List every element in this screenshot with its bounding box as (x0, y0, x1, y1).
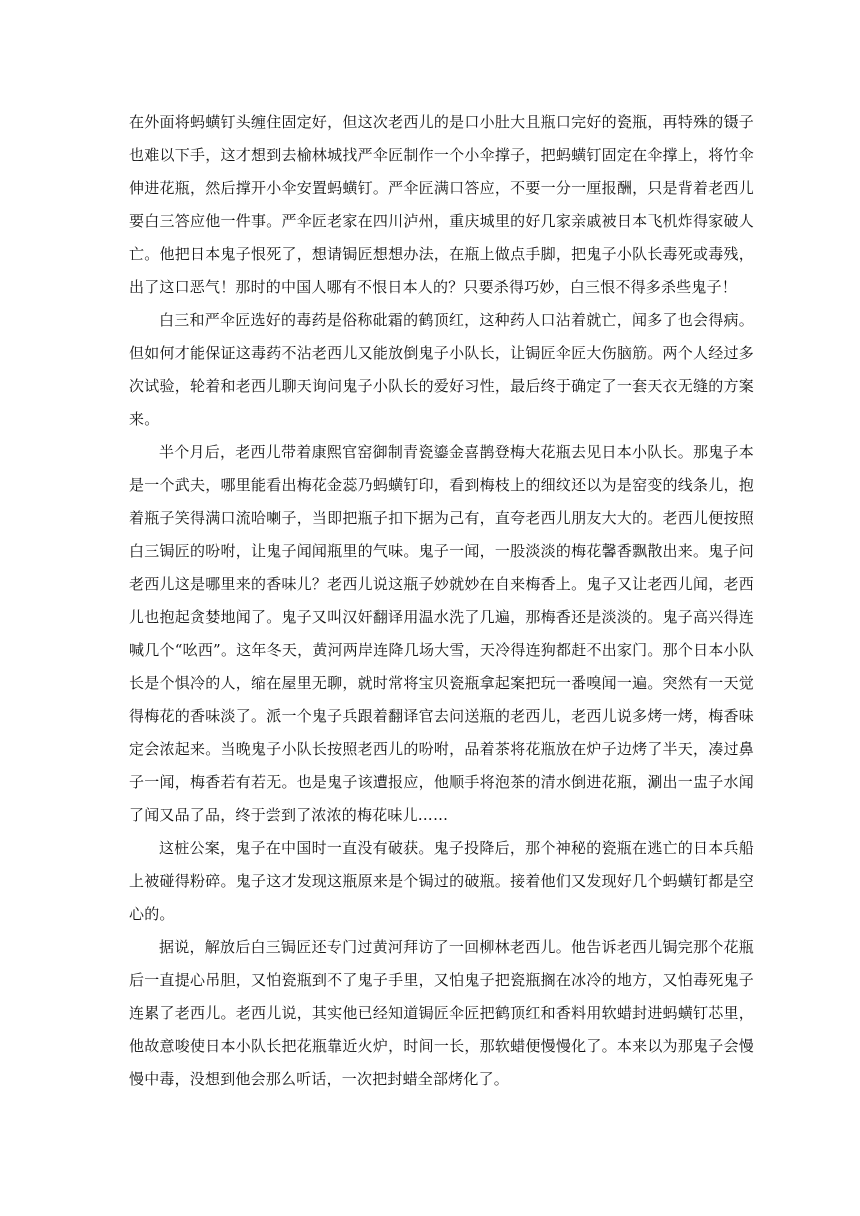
paragraph-5: 据说，解放后白三锔匠还专门过黄河拜访了一回柳林老西儿。他告诉老西儿锔完那个花瓶后一直提心吊胆，又怕瓷瓶到不了鬼子手里，又怕鬼子把瓷瓶搁在冰冷的地方，又怕毒死鬼子连累了老西儿。老西儿说，其实他已经知道锔匠伞匠把鹤顶红和香料用软蜡封进蚂蟥钉芯里，他故意唆使日本小队长把花瓶靠近火炉，时间一长，那软蜡便慢慢化了。本来以为那鬼子会慢慢中毒，没想到他会那么听话，一次把封蜡全部烤化了。 (129, 938, 754, 1088)
paragraph-1: 在外面将蚂蟥钉头缠住固定好，但这次老西儿的是口小肚大且瓶口完好的瓷瓶，再特殊的镊子也难以下手，这才想到去榆林城找严伞匠制作一个小伞撑子，把蚂蟥钉固定在伞撑上，将竹伞伸进花瓶，然后撑开小伞安置蚂蟥钉。严伞匠满口答应，不要一分一厘报酬，只是背着老西儿要白三答应他一件事。严伞匠老家在四川泸州，重庆城里的好几家亲戚被日本飞机炸得家破人亡。他把日本鬼子恨死了，想请锔匠想想办法，在瓶上做点手脚，把鬼子小队长毒死或毒残，出了这口恶气！那时的中国人哪有不恨日本人的？只要杀得巧妙，白三恨不得多杀些鬼子！ (129, 113, 754, 296)
paragraph-3: 半个月后，老西儿带着康熙官窑御制青瓷鎏金喜鹊登梅大花瓶去见日本小队长。那鬼子本是一个武夫，哪里能看出梅花金蕊乃蚂蟥钉印，看到梅枝上的细纹还以为是窑变的线条儿，抱着瓶子笑得满口流哈喇子，当即把瓶子扣下据为己有，直夸老西儿朋友大大的。老西儿便按照白三锔匠的吩咐，让鬼子闻闻瓶里的气味。鬼子一闻，一股淡淡的梅花馨香飘散出来。鬼子问老西儿这是哪里来的香味儿？老西儿说这瓶子妙就妙在自来梅香上。鬼子又让老西儿闻，老西儿也抱起贪婪地闻了。鬼子又叫汉奸翻译用温水洗了几遍，那梅香还是淡淡的。鬼子高兴得连喊几个“吆西”。这年冬天，黄河两岸连降几场大雪，天冷得连狗都赶不出家门。那个日本小队长是个惧冷的人，缩在屋里无聊，就时常将宝贝瓷瓶拿起案把玩一番嗅闻一遍。突然有一天觉得梅花的香味淡了。派一个鬼子兵跟着翻译官去问送瓶的老西儿，老西儿说多烤一烤，梅香味定会浓起来。当晚鬼子小队长按照老西儿的吩咐，品着茶将花瓶放在炉子边烤了半天，凑过鼻子一闻，梅香若有若无。也是鬼子该遭报应，他顺手将泡茶的清水倒进花瓶，涮出一盅子水闻了闻又品了品，终于尝到了浓浓的梅花味儿…… (129, 443, 754, 824)
paragraph-4: 这桩公案，鬼子在中国时一直没有破获。鬼子投降后，那个神秘的瓷瓶在逃亡的日本兵船上被碰得粉碎。鬼子这才发现这瓶原来是个锔过的破瓶。接着他们又发现好几个蚂蟥钉都是空心的。 (129, 839, 754, 923)
article-body (129, 106, 754, 1096)
paragraph-2: 白三和严伞匠选好的毒药是俗称砒霜的鹤顶红，这种药人口沾着就亡，闻多了也会得病。但如何才能保证这毒药不沾老西儿又能放倒鬼子小队长，让锔匠伞匠大伤脑筋。两个人经过多次试验，轮着和老西儿聊天询问鬼子小队长的爱好习性，最后终于确定了一套天衣无缝的方案来。 (129, 311, 754, 428)
